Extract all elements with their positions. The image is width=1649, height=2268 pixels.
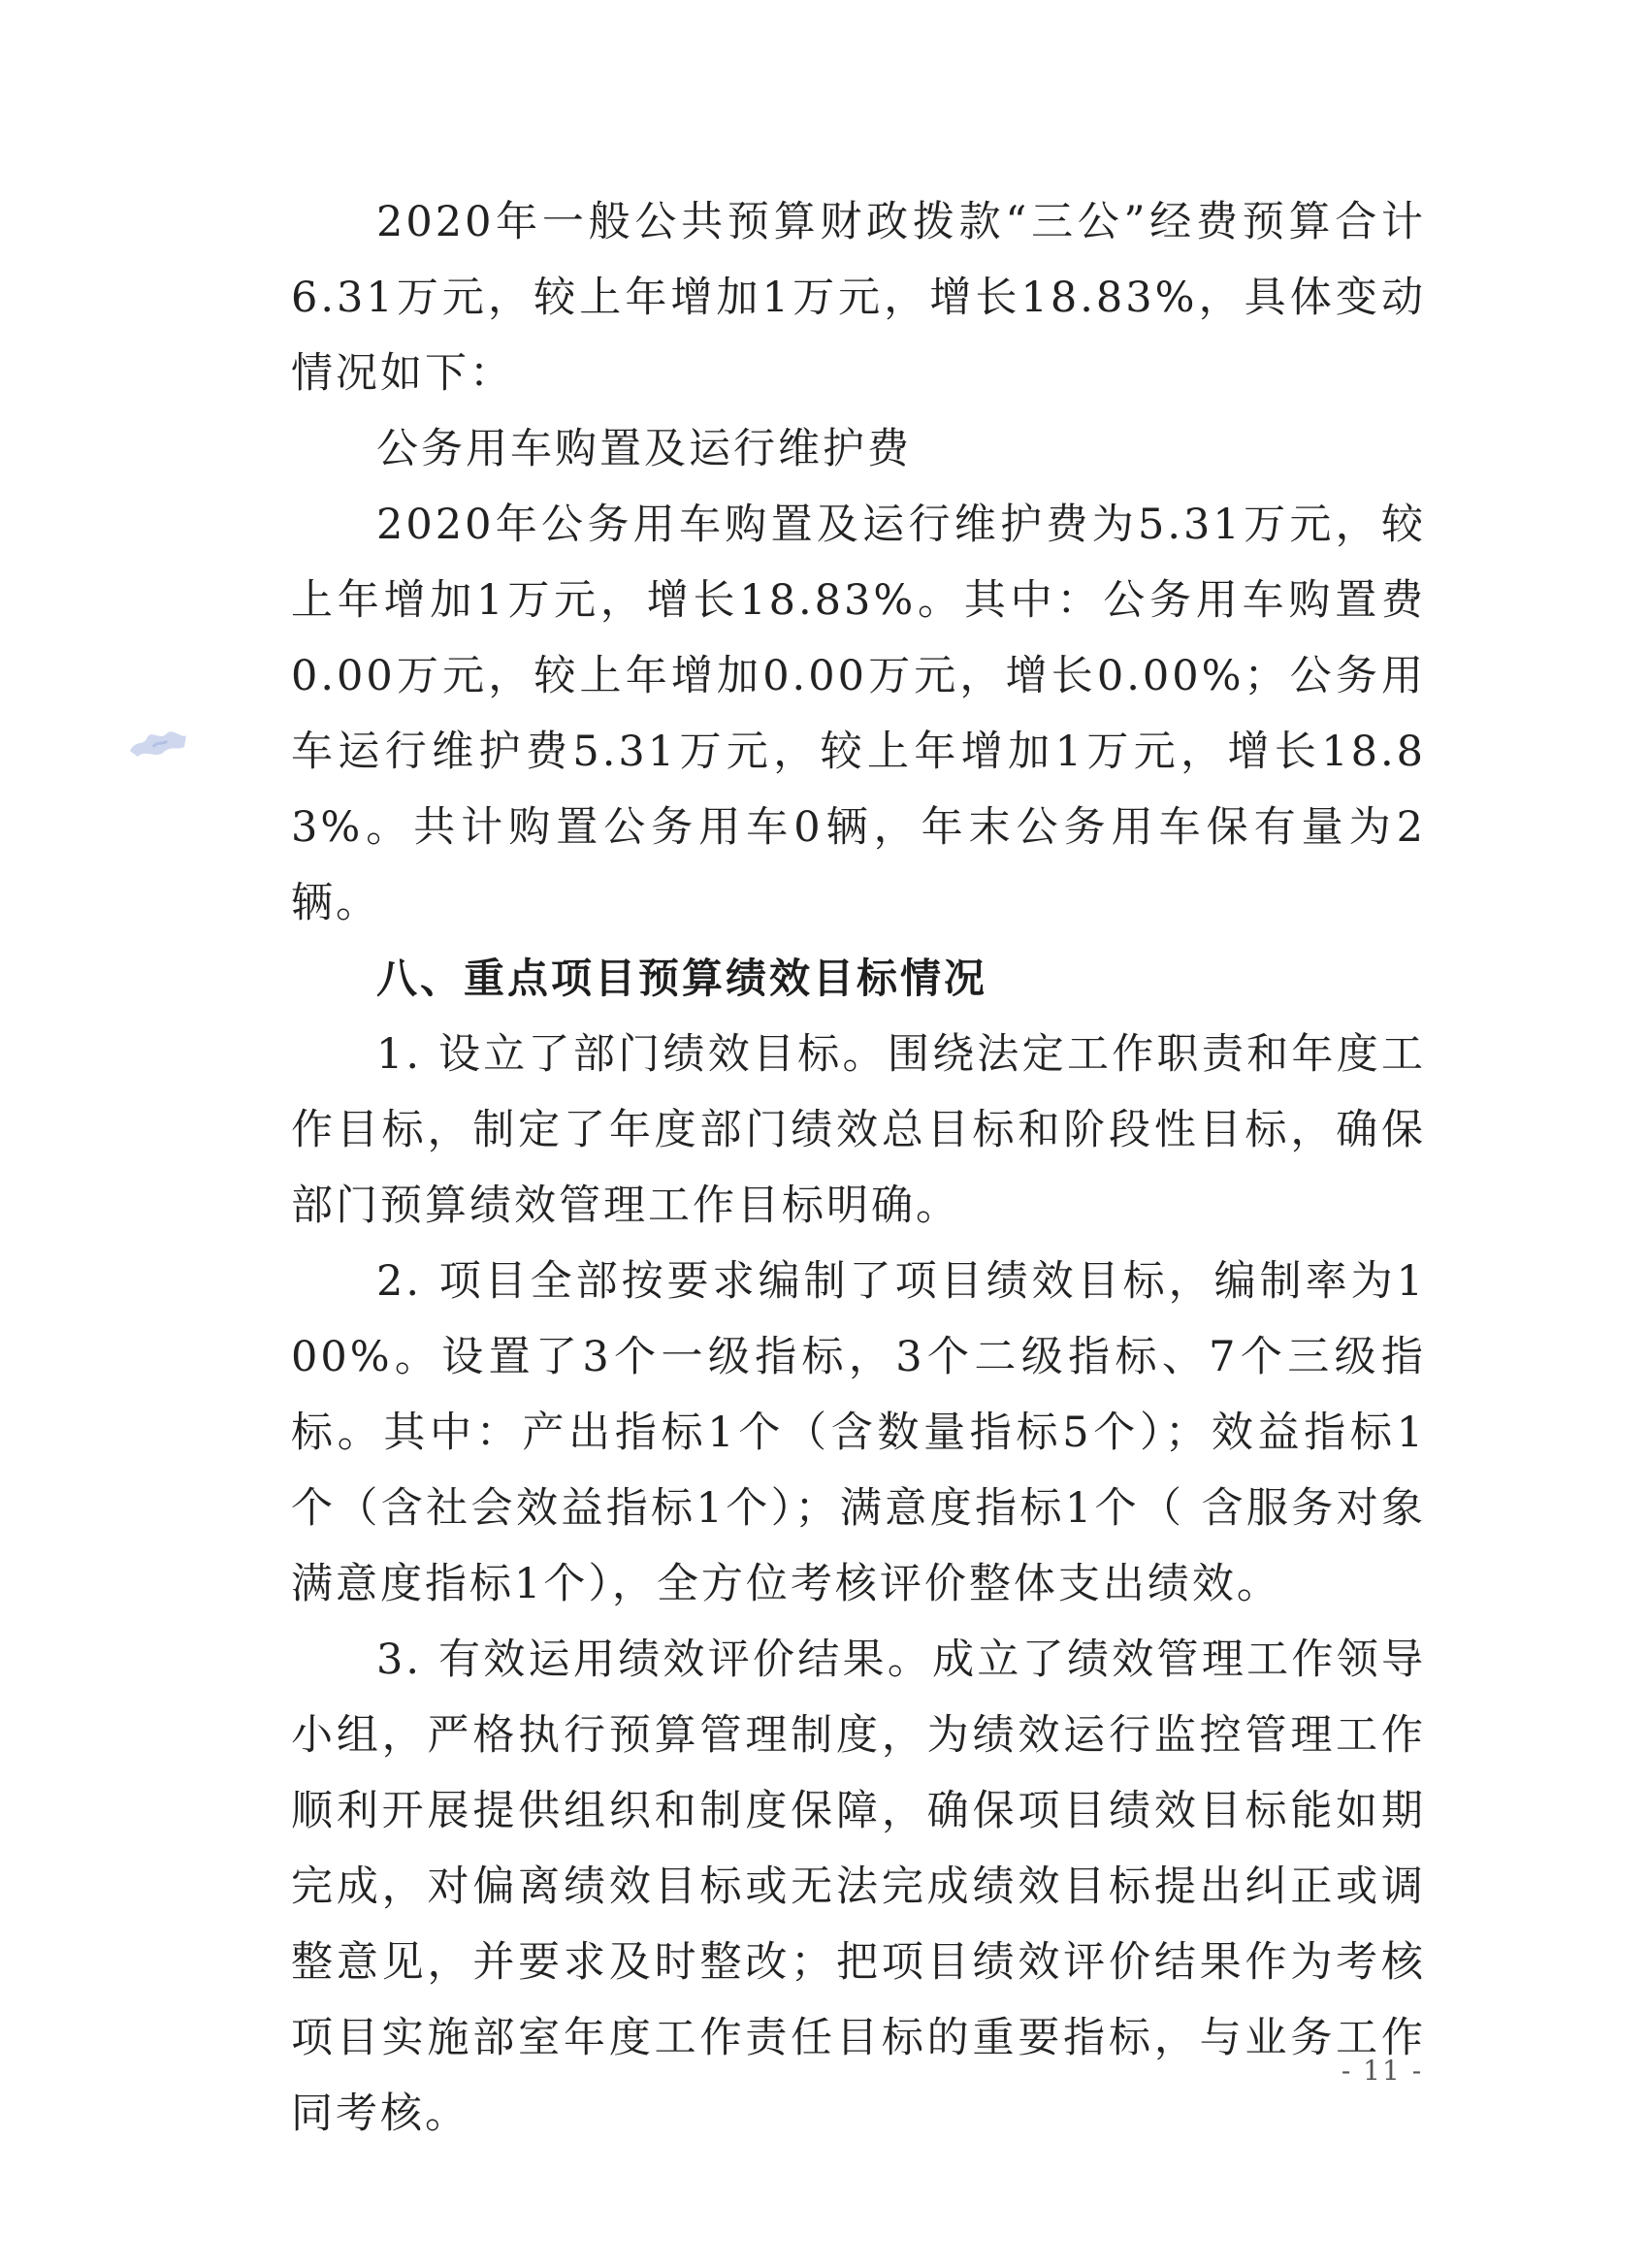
paragraph-item-1: 1. 设立了部门绩效目标。围绕法定工作职责和年度工作目标，制定了年度部门绩效总目标和阶段性目标，确保部门预算绩效管理工作目标明确。 (291, 1030, 1426, 1230)
paragraph-vehicle-expenses: 2020年公务用车购置及运行维护费为5.31万元，较上年增加1万元，增长18.83%。其中：公务用车购置费0.00万元，较上年增加0.00万元，增长0.00%；公务用车运行维护费5.31万元，较上年增加1万元，增长18.83%。共计购置公务用车0辆，年末公务用车保有量为2辆。 (291, 501, 1426, 927)
paragraph-item-2: 2. 项目全部按要求编制了项目绩效目标，编制率为100%。设置了3个一级指标，3个二级指标、7个三级指标。其中：产出指标1个（含数量指标5个）；效益指标1个（含社会效益指标1个）；满意度指标1个（ 含服务对象满意度指标1个），全方位考核评价整体支出绩效。 (291, 1257, 1426, 1608)
paragraph-item-3: 3. 有效运用绩效评价结果。成立了绩效管理工作领导小组，严格执行预算管理制度，为绩效运行监控管理工作顺利开展提供组织和制度保障，确保项目绩效目标能如期完成，对偏离绩效目标或无法完成绩效目标提出纠正或调整意见，并要求及时整改；把项目绩效评价结果作为考核项目实施部室年度工作责任目标的重要指标，与业务工作同考核。 (291, 1636, 1426, 2138)
stamp-smudge-mark (124, 722, 192, 764)
paragraph-three-public-expenses: 2020年一般公共预算财政拨款“三公”经费预算合计6.31万元，较上年增加1万元，增长18.83%，具体变动情况如下： (291, 198, 1426, 398)
page-number: - 11 - (1341, 2055, 1424, 2087)
subheading-vehicle-expenses: 公务用车购置及运行维护费 (376, 425, 912, 473)
section-heading-performance-goals: 八、重点项目预算绩效目标情况 (376, 955, 988, 1002)
document-body (291, 184, 1426, 2152)
